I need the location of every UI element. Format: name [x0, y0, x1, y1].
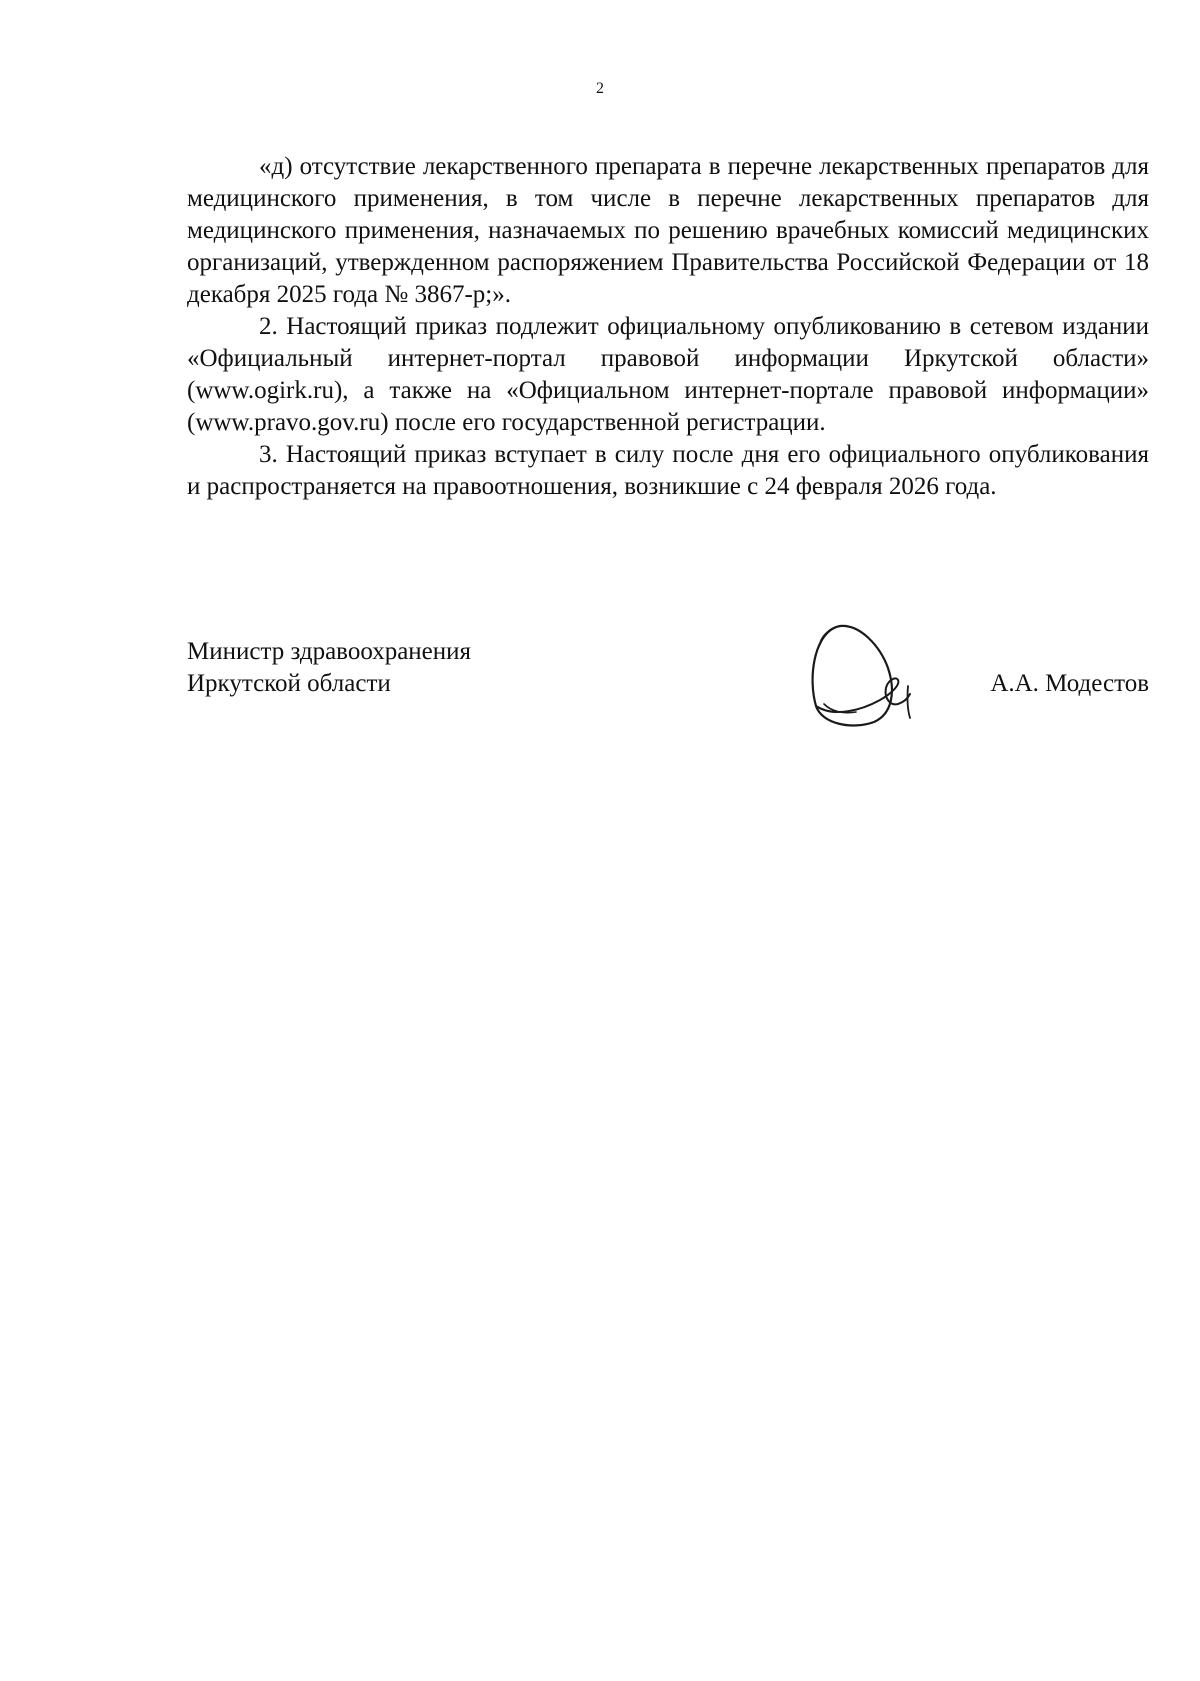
document-body — [187, 151, 1149, 503]
paragraph-3-entry-into-force: 3. Настоящий приказ вступает в силу после дня его официального опубликования и распространяется на правоотношения, возникшие с 24 февраля 2026 года. — [187, 441, 1149, 500]
signatory-name: А.А. Модестов — [990, 670, 1149, 697]
signatory-position-line-2: Иркутской области — [187, 670, 391, 697]
page-number: 2 — [596, 80, 604, 97]
signatory-position-line-1: Министр здравоохранения — [187, 638, 472, 665]
paragraph-2-publication: 2. Настоящий приказ подлежит официальному опубликованию в сетевом издании «Официальный интернет-портал правовой информации Иркутской области» (www.ogirk.ru), а также на «Официальном интернет-портале правовой информации» (www.pravo.gov.ru) после его государственной регистрации. — [187, 313, 1149, 436]
signature-block — [187, 636, 1149, 756]
handwritten-signature-icon — [804, 618, 924, 736]
paragraph-subitem-d: «д) отсутствие лекарственного препарата в перечне лекарственных препаратов для медицинского применения, в том числе в перечне лекарственных препаратов для медицинского применения, назначаемых по решению врачебных комиссий медицинских организаций, утвержденном распоряжением Правительства Российской Федерации от 18 декабря 2025 года № 3867-р;». — [187, 153, 1149, 308]
signatory-position — [187, 636, 471, 700]
